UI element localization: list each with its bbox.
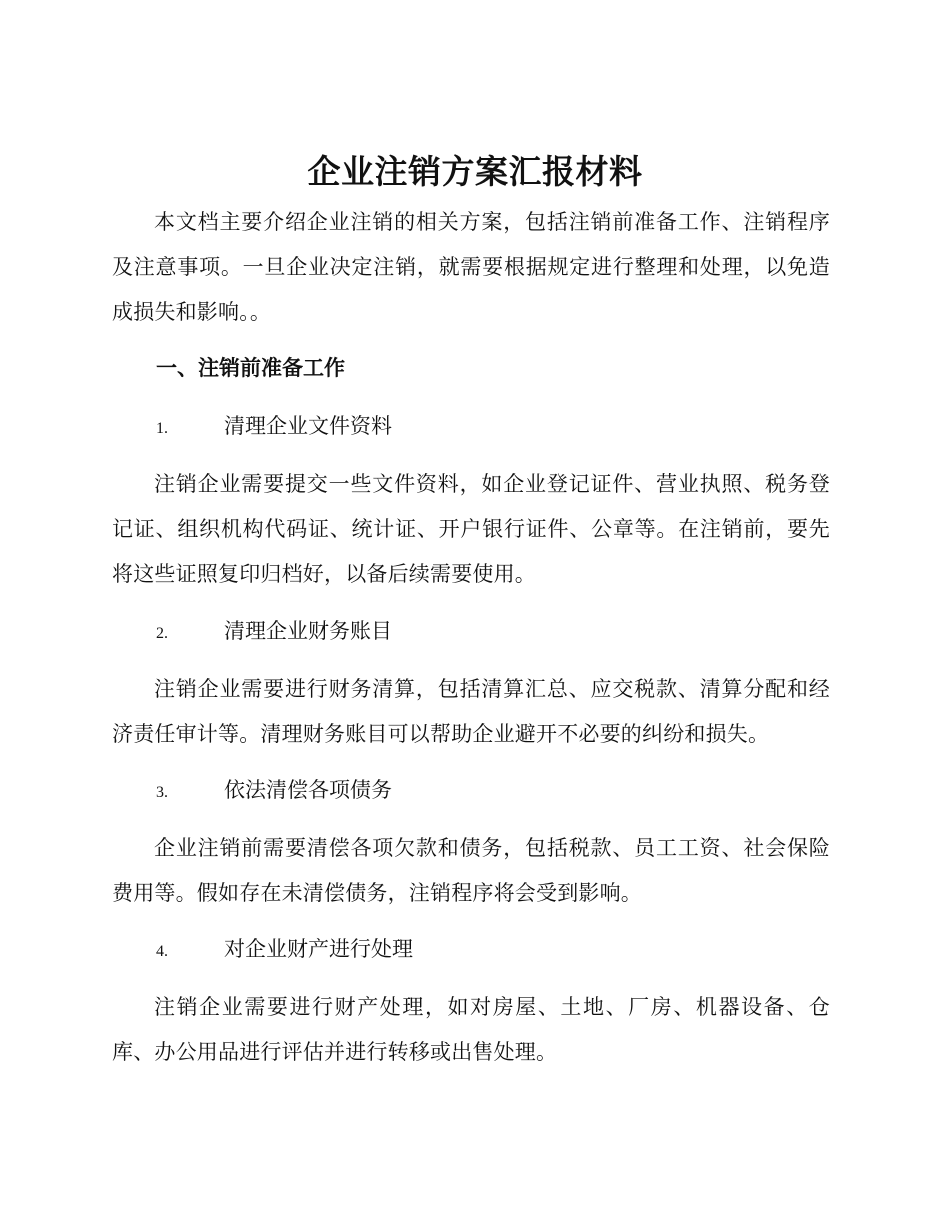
list-item-number: 3. (156, 784, 168, 801)
section-heading: 一、注销前准备工作 (156, 356, 345, 380)
list-item-body: 企业注销前需要清偿各项欠款和债务，包括税款、员工工资、社会保险费用等。假如存在未清偿债务，注销程序将会受到影响。 (112, 836, 830, 905)
intro-paragraph: 本文档主要介绍企业注销的相关方案，包括注销前准备工作、注销程序及注意事项。一旦企业决定注销，就需要根据规定进行整理和处理，以免造成损失和影响。。 (112, 210, 830, 324)
document-title: 企业注销方案汇报材料 (307, 152, 643, 191)
list-item-title: 对企业财产进行处理 (224, 937, 413, 961)
list-item-number: 4. (156, 943, 168, 960)
list-item-body: 注销企业需要提交一些文件资料，如企业登记证件、营业执照、税务登记证、组织机构代码证、统计证、开户银行证件、公章等。在注销前，要先将这些证照复印归档好，以备后续需要使用。 (112, 472, 830, 586)
list-item-heading (156, 768, 392, 815)
list-item-title: 清理企业财务账目 (224, 619, 392, 643)
list-item-body: 注销企业需要进行财产处理，如对房屋、土地、厂房、机器设备、仓库、办公用品进行评估并进行转移或出售处理。 (112, 995, 830, 1064)
list-item-title: 清理企业文件资料 (224, 414, 392, 438)
list-item-title: 依法清偿各项债务 (224, 778, 392, 802)
list-item-heading (156, 927, 413, 974)
list-item-body: 注销企业需要进行财务清算，包括清算汇总、应交税款、清算分配和经济责任审计等。清理财务账目可以帮助企业避开不必要的纠纷和损失。 (112, 677, 830, 746)
list-item-number: 1. (156, 420, 168, 437)
list-item-heading (156, 404, 392, 451)
list-item-number: 2. (156, 625, 168, 642)
list-item-heading (156, 609, 392, 656)
